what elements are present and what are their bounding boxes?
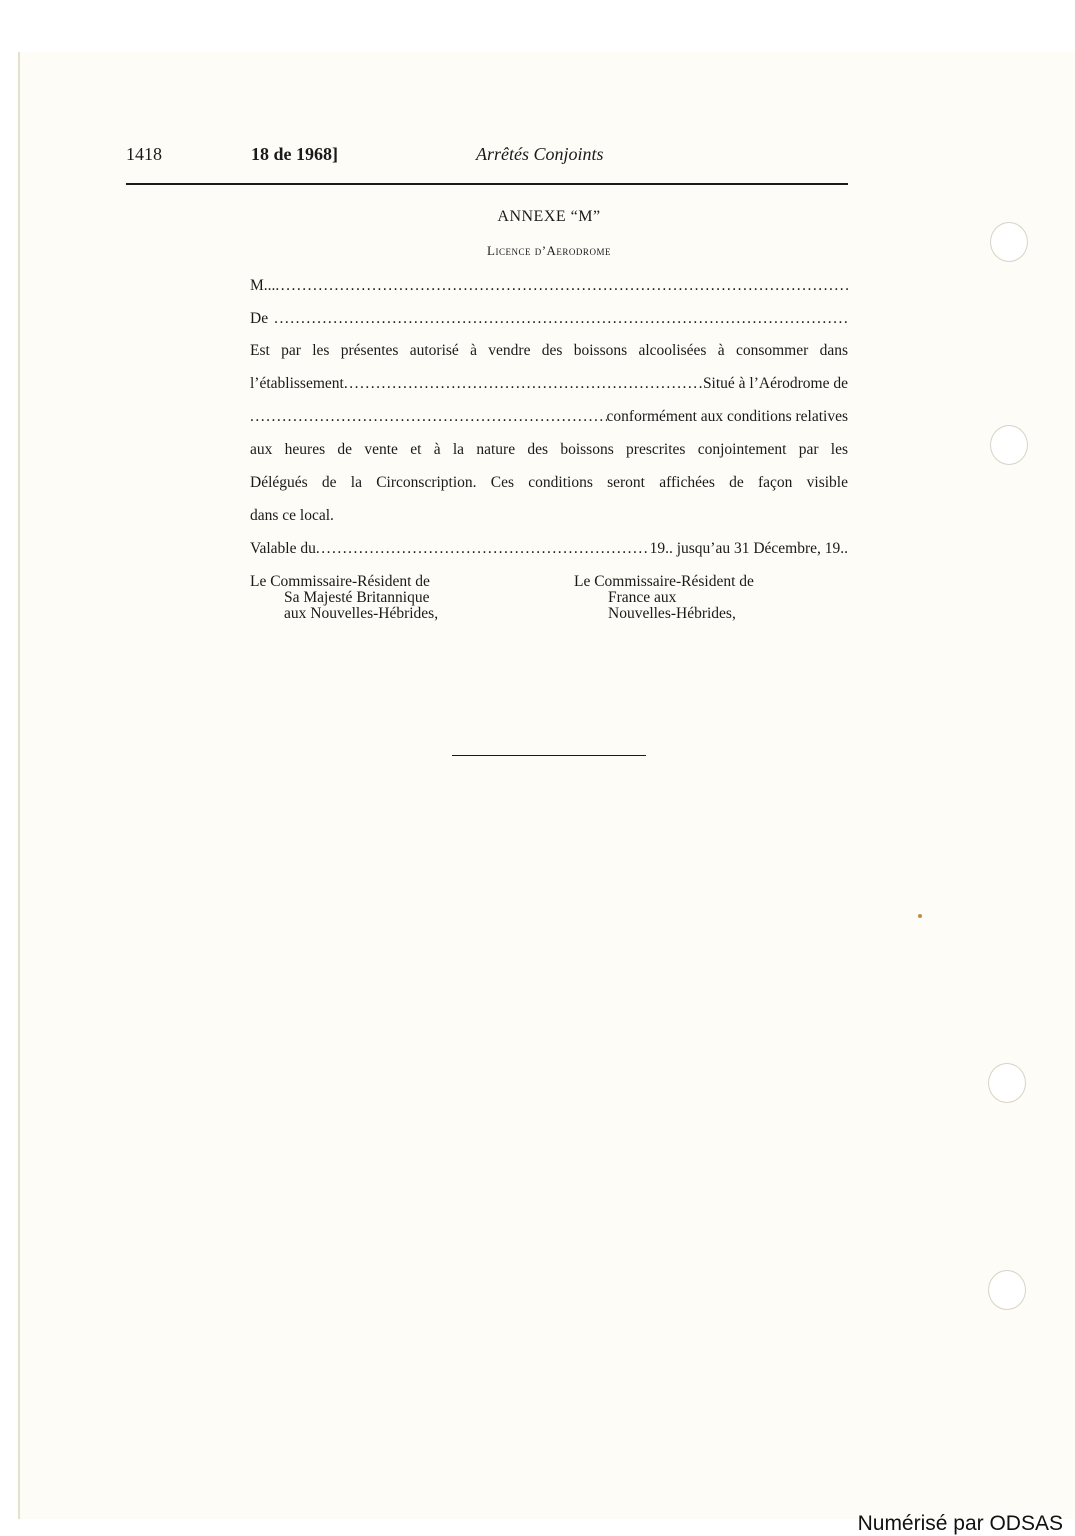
british-sig-line-2: Sa Majesté Britannique <box>284 589 430 606</box>
punch-hole-3 <box>988 1063 1026 1103</box>
field-m-dots <box>275 277 848 295</box>
para-line-1 <box>250 342 848 364</box>
punch-hole-4 <box>988 1270 1026 1310</box>
end-rule <box>452 755 646 756</box>
para-line-4-text: aux heures de vente et à la nature des boissons prescrites conjointement par les <box>250 441 848 458</box>
validity-dots <box>316 540 650 558</box>
annex-title: ANNEXE “M” <box>497 208 601 225</box>
para-line-6-text: dans ce local. <box>250 507 334 524</box>
aerodrome-dots <box>250 408 607 426</box>
british-sig-line-3: aux Nouvelles-Hébrides, <box>284 605 439 622</box>
para-line-5-text: Délégués de la Circonscription. Ces conditions seront affichées de façon visible <box>250 474 848 491</box>
french-sig-line-1: Le Commissaire-Résident de <box>574 573 754 590</box>
running-header <box>126 144 848 168</box>
conditions-label: conformément aux conditions relatives <box>606 408 848 425</box>
field-m-line <box>250 277 848 299</box>
punch-hole-2 <box>990 425 1028 465</box>
para-line-5 <box>250 474 848 496</box>
digitization-credit: Numérisé par ODSAS <box>857 1512 1063 1535</box>
french-sig-line-2: France aux <box>608 589 677 606</box>
validity-dates: 19.. jusqu’au 31 Décembre, 19.. <box>649 540 848 557</box>
field-m-label: M... <box>250 277 276 294</box>
para-line-2 <box>250 375 848 397</box>
para-line-4 <box>250 441 848 463</box>
british-signature-block <box>250 574 438 622</box>
para-line-3 <box>250 408 848 430</box>
punch-hole-1 <box>990 222 1028 262</box>
field-de-line <box>250 310 848 332</box>
british-sig-line-1: Le Commissaire-Résident de <box>250 573 430 590</box>
field-de-dots <box>274 310 848 328</box>
field-de-label: De <box>250 310 269 327</box>
establishment-dots <box>344 375 703 393</box>
page-number: 1418 <box>126 144 162 164</box>
validity-line <box>250 540 848 562</box>
french-sig-line-3: Nouvelles-Hébrides, <box>608 605 736 622</box>
establishment-label: l’établissement <box>250 375 344 392</box>
paper-edge <box>18 52 20 1519</box>
validity-label: Valable du <box>250 540 316 557</box>
paper-sheet <box>18 52 1075 1519</box>
para-line-1-text: Est par les présentes autorisé à vendre des boissons alcoolisées à consommer dans <box>250 342 848 359</box>
law-reference: 18 de 1968] <box>251 144 338 164</box>
para-line-6 <box>250 507 848 529</box>
running-title: Arrêtés Conjoints <box>476 144 604 164</box>
licence-title: Licence d’Aerodrome <box>487 243 611 258</box>
french-signature-block <box>574 574 754 622</box>
paper-speck <box>918 914 922 918</box>
header-rule <box>126 183 848 185</box>
aerodrome-label: Situé à l’Aérodrome de <box>702 375 848 392</box>
